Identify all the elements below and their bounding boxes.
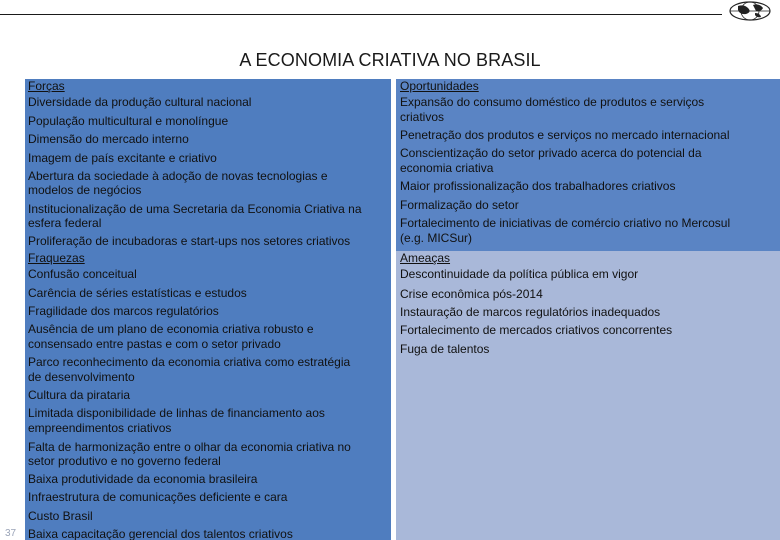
list-item: Conscientização do setor privado acerca do potencial da [400, 146, 702, 160]
list-item: Carência de séries estatísticas e estudos [28, 286, 247, 300]
oportunidades-panel [396, 79, 780, 251]
list-item: Baixa capacitação gerencial dos talentos criativos [28, 527, 293, 540]
list-item: Imagem de país excitante e criativo [28, 151, 217, 165]
forcas-heading: Forças [28, 79, 65, 93]
fraquezas-heading: Fraquezas [28, 251, 85, 265]
ameacas-heading: Ameaças [400, 251, 451, 265]
list-item: Parco reconhecimento da economia criativa como estratégia [28, 355, 351, 369]
header-rule [0, 14, 722, 15]
list-item: Fuga de talentos [400, 342, 490, 356]
list-item: Instauração de marcos regulatórios inadequados [400, 305, 661, 319]
list-item: Descontinuidade da política pública em vigor [400, 267, 639, 281]
list-item: Falta de harmonização entre o olhar da economia criativa no [28, 440, 351, 454]
list-item: Custo Brasil [28, 509, 93, 523]
list-item: Crise econômica pós-2014 [400, 287, 543, 301]
list-item: Penetração dos produtos e serviços no mercado internacional [400, 128, 730, 142]
list-item: Infraestrutura de comunicações deficiente e cara [28, 490, 288, 504]
list-item: Cultura da pirataria [28, 388, 131, 402]
globe-logo-icon [726, 0, 774, 22]
list-item: Maior profissionalização dos trabalhadores criativos [400, 179, 676, 193]
list-item: empreendimentos criativos [28, 421, 172, 435]
list-item: modelos de negócios [28, 183, 142, 197]
list-item: Confusão conceitual [28, 267, 137, 281]
list-item: Limitada disponibilidade de linhas de financiamento aos [28, 406, 325, 420]
list-item: Dimensão do mercado interno [28, 132, 189, 146]
list-item: economia criativa [400, 161, 494, 175]
list-item: Abertura da sociedade à adoção de novas tecnologias e [28, 169, 328, 183]
list-item: (e.g. MICSur) [400, 231, 473, 245]
list-item: criativos [400, 110, 445, 124]
list-item: Institucionalização de uma Secretaria da Economia Criativa na [28, 202, 362, 216]
page-title: A ECONOMIA CRIATIVA NO BRASIL [239, 50, 541, 70]
list-item: de desenvolvimento [28, 370, 135, 384]
list-item: setor produtivo e no governo federal [28, 454, 221, 468]
list-item: Expansão do consumo doméstico de produtos e serviços [400, 95, 705, 109]
forcas-panel [25, 79, 391, 251]
list-item: esfera federal [28, 216, 102, 230]
list-item: Proliferação de incubadoras e start-ups nos setores criativos [28, 234, 351, 248]
ameacas-panel [396, 251, 780, 540]
list-item: Baixa produtividade da economia brasileira [28, 472, 258, 486]
list-item: Ausência de um plano de economia criativa robusto e [28, 322, 314, 336]
oportunidades-heading: Oportunidades [400, 79, 479, 93]
page-number: 37 [5, 528, 17, 539]
list-item: Fragilidade dos marcos regulatórios [28, 304, 219, 318]
list-item: Fortalecimento de iniciativas de comércio criativo no Mercosul [400, 216, 731, 230]
list-item: Formalização do setor [400, 198, 519, 212]
list-item: Fortalecimento de mercados criativos concorrentes [400, 323, 673, 337]
fraquezas-panel [25, 251, 391, 540]
list-item: População multicultural e monolíngue [28, 114, 229, 128]
list-item: consensado entre pastas e com o setor privado [28, 337, 281, 351]
list-item: Diversidade da produção cultural nacional [28, 95, 252, 109]
